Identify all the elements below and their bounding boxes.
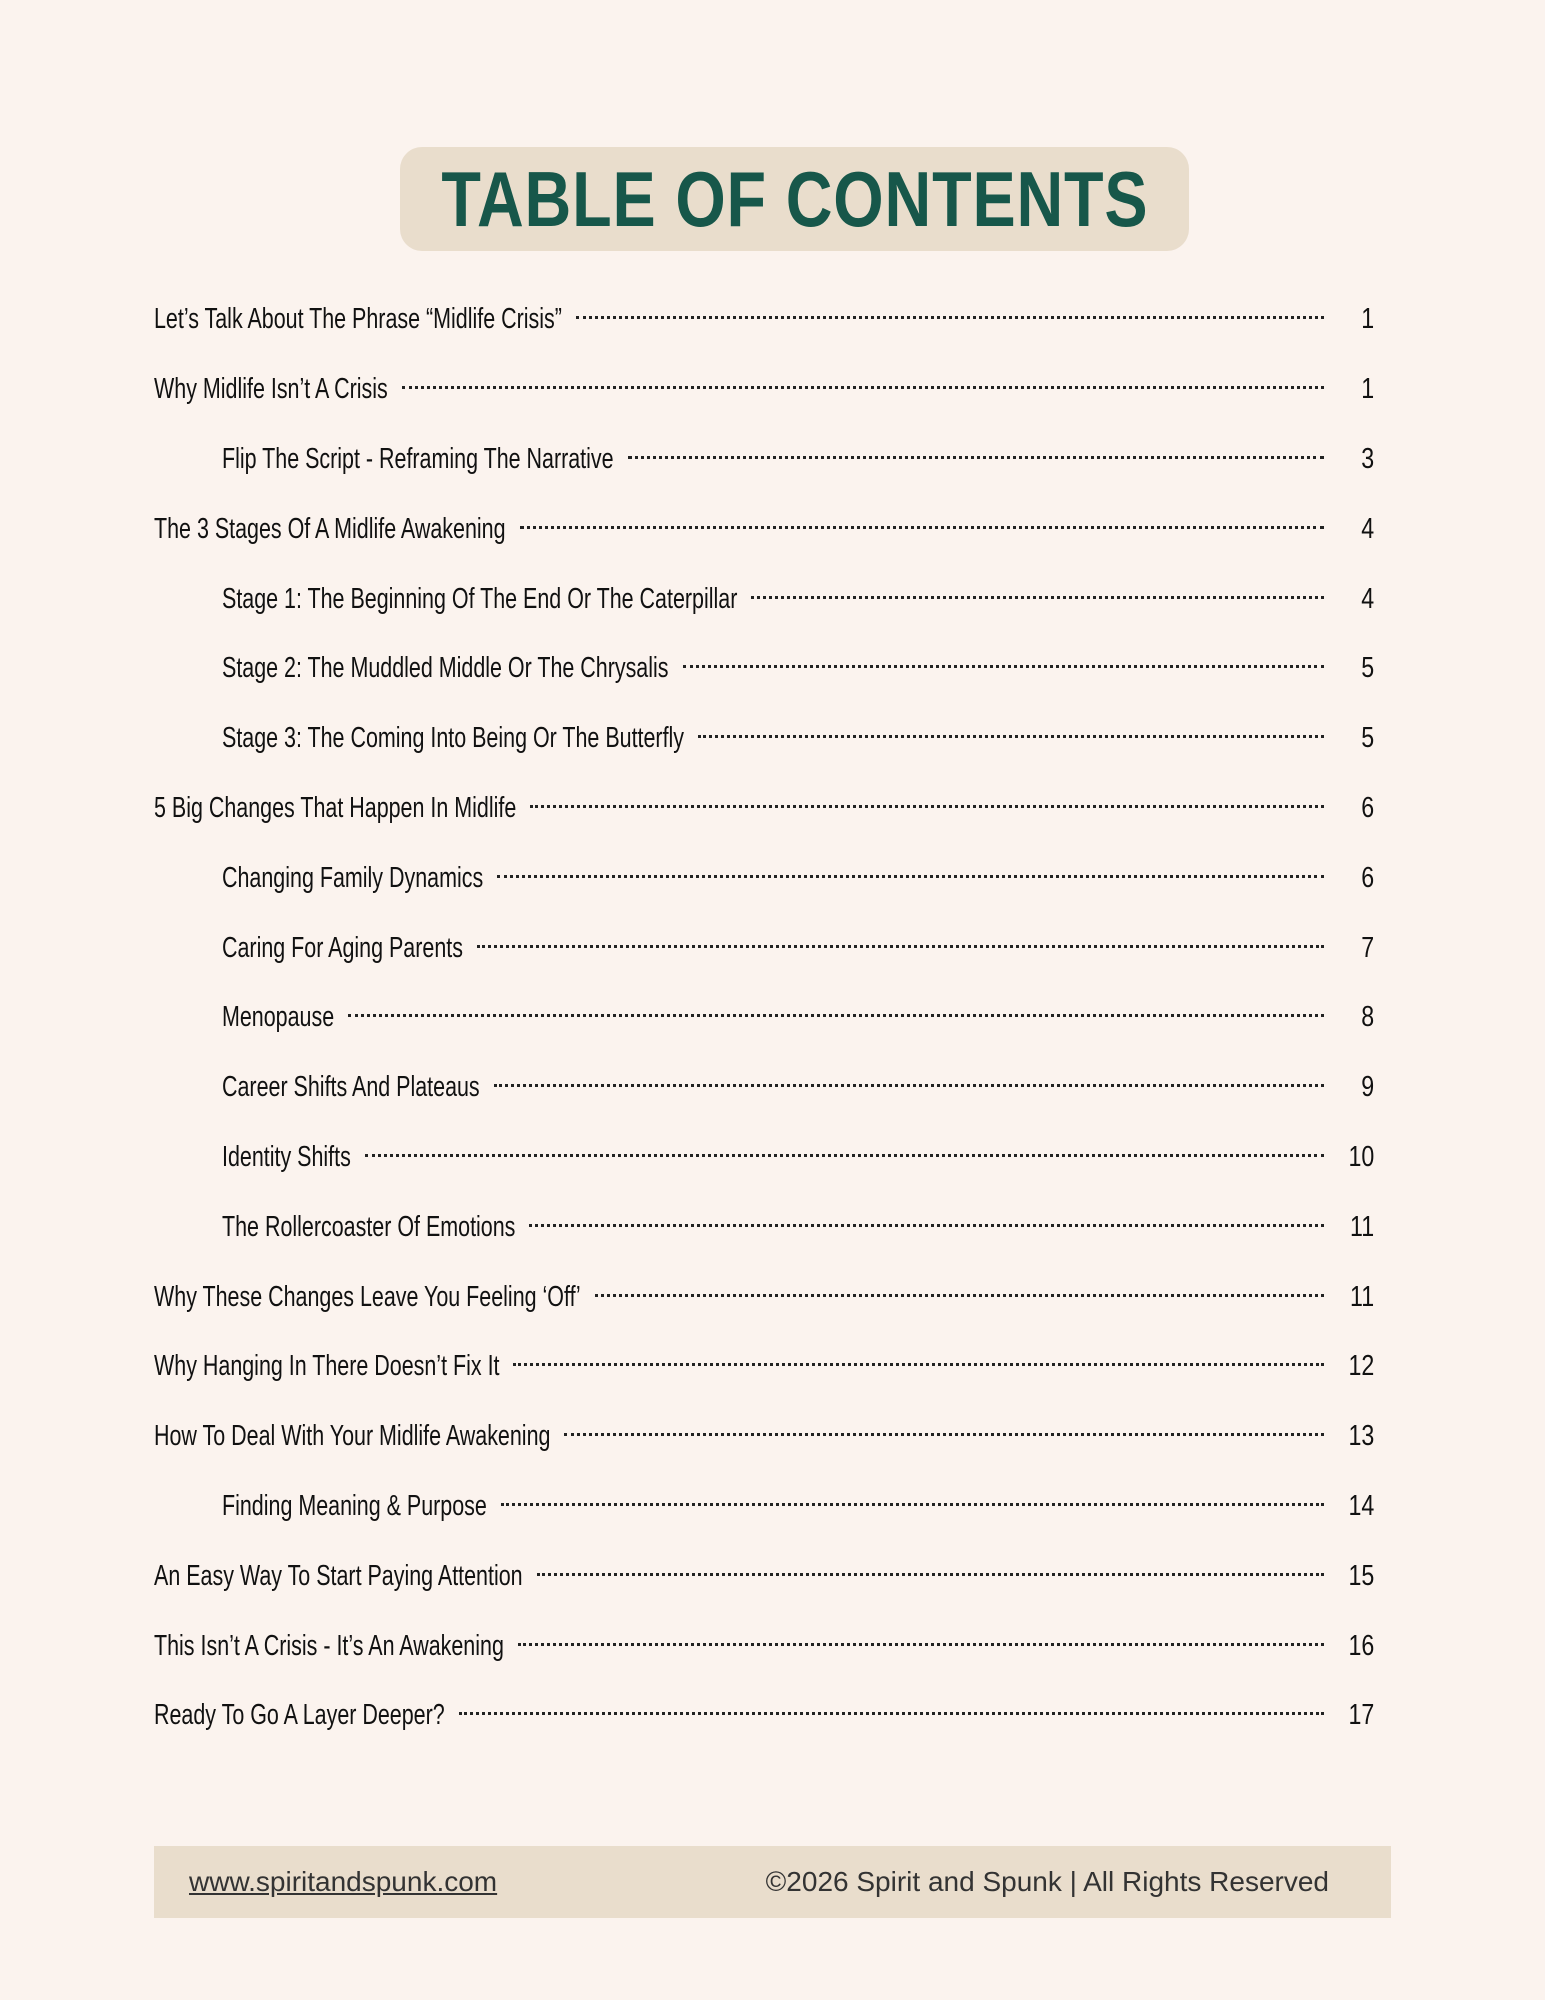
toc-entry-label: Caring For Aging Parents [222,931,463,964]
toc-entry[interactable] [154,634,1374,704]
toc-entry[interactable] [154,983,1374,1053]
toc-entry-page: 6 [1361,861,1374,894]
toc-entry-label-wrap [222,1001,334,1034]
copyright-text: ©2026 Spirit and Spunk | All Rights Reserved [765,1866,1329,1897]
dot-leader [595,1294,1324,1297]
toc-entry-label-wrap [154,1699,445,1732]
title-banner [400,147,1189,251]
toc-entry-label-wrap [222,652,669,685]
toc-entry-label-wrap [154,1630,504,1663]
dot-leader [529,1224,1324,1227]
toc-entry-page: 1 [1361,373,1374,406]
toc-entry-label-wrap [222,1071,480,1104]
toc-entry[interactable] [154,564,1374,634]
toc-entry[interactable] [154,1262,1374,1332]
toc-entry-label-wrap [154,513,506,546]
toc-entry-label-wrap [222,1211,515,1244]
page-title: TABLE OF CONTENTS [440,154,1149,243]
dot-leader [513,1363,1324,1366]
toc-entry-label: Changing Family Dynamics [222,861,484,894]
table-of-contents [154,285,1374,1751]
toc-entry-label: The 3 Stages Of A Midlife Awakening [154,512,506,545]
toc-entry-label: This Isn’t A Crisis - It’s An Awakening [154,1629,504,1662]
toc-entry-label-wrap [154,1350,499,1383]
toc-entry[interactable] [154,1681,1374,1751]
toc-entry-label: Stage 2: The Muddled Middle Or The Chrysalis [222,652,669,685]
toc-entry-label-wrap [154,1281,581,1314]
toc-entry-page: 17 [1348,1699,1374,1732]
dot-leader [497,875,1324,878]
toc-entry[interactable] [154,1541,1374,1611]
toc-entry-label: Menopause [222,1001,335,1034]
toc-entry-label: Stage 3: The Coming Into Being Or The Butterfly [222,722,685,755]
toc-entry[interactable] [154,1053,1374,1123]
dot-leader [564,1433,1324,1436]
toc-entry-page: 11 [1349,1280,1374,1313]
toc-entry-label: How To Deal With Your Midlife Awakening [154,1420,551,1453]
toc-entry-page: 13 [1348,1420,1374,1453]
toc-entry-label: Flip The Script - Reframing The Narrative [222,442,614,475]
toc-entry-label-wrap [222,1490,487,1523]
toc-entry[interactable] [154,494,1374,564]
toc-entry-label: Stage 1: The Beginning Of The End Or The Caterpillar [222,582,738,615]
toc-entry-label: Why Midlife Isn’t A Crisis [154,373,388,406]
dot-leader [520,526,1324,529]
toc-entry-page: 7 [1361,931,1374,964]
toc-entry-page: 5 [1361,722,1374,755]
toc-entry-page: 6 [1361,791,1374,824]
dot-leader [537,1573,1324,1576]
toc-entry-label: 5 Big Changes That Happen In Midlife [154,791,517,824]
toc-entry[interactable] [154,1402,1374,1472]
toc-entry-label: Why Hanging In There Doesn’t Fix It [154,1350,500,1383]
toc-entry[interactable] [154,1192,1374,1262]
dot-leader [477,945,1324,948]
toc-entry-label: Let’s Talk About The Phrase “Midlife Crisis” [154,303,562,336]
toc-entry-label-wrap [222,932,463,965]
dot-leader [530,805,1324,808]
dot-leader [576,316,1324,319]
toc-entry-label-wrap [154,1420,550,1453]
toc-entry[interactable] [154,1332,1374,1402]
toc-entry-page: 10 [1348,1140,1374,1173]
toc-entry[interactable] [154,355,1374,425]
toc-entry[interactable] [154,425,1374,495]
dot-leader [365,1154,1324,1157]
toc-entry[interactable] [154,1472,1374,1542]
dot-leader [683,665,1324,668]
toc-entry-label-wrap [222,1141,351,1174]
dot-leader [501,1503,1324,1506]
toc-entry-label-wrap [154,792,516,825]
toc-entry[interactable] [154,843,1374,913]
toc-entry-label: Why These Changes Leave You Feeling ‘Off’ [154,1280,581,1313]
toc-entry-page: 9 [1361,1071,1374,1104]
dot-leader [698,735,1324,738]
website-link[interactable]: www.spiritandspunk.com [189,1866,498,1897]
dot-leader [459,1712,1324,1715]
dot-leader [348,1014,1324,1017]
toc-entry-page: 3 [1361,442,1374,475]
toc-entry-label: An Easy Way To Start Paying Attention [154,1559,523,1592]
footer [154,1846,1391,1918]
toc-entry-page: 5 [1361,652,1374,685]
toc-entry-page: 8 [1361,1001,1374,1034]
dot-leader [402,386,1324,389]
toc-entry-page: 1 [1361,303,1374,336]
toc-entry-label-wrap [222,443,614,476]
toc-entry-label: Finding Meaning & Purpose [222,1489,487,1522]
toc-entry[interactable] [154,285,1374,355]
toc-entry-page: 15 [1348,1559,1374,1592]
toc-entry-label-wrap [222,862,483,895]
toc-entry[interactable] [154,704,1374,774]
toc-entry[interactable] [154,774,1374,844]
dot-leader [751,596,1324,599]
toc-entry-label: Career Shifts And Plateaus [222,1071,480,1104]
toc-entry[interactable] [154,913,1374,983]
dot-leader [494,1084,1324,1087]
toc-entry-label-wrap [222,722,684,755]
toc-entry-page: 4 [1361,582,1374,615]
toc-entry-label-wrap [154,373,388,406]
toc-entry-page: 12 [1348,1350,1374,1383]
toc-entry-page: 11 [1349,1210,1374,1243]
dot-leader [628,456,1324,459]
toc-entry-label: The Rollercoaster Of Emotions [222,1210,516,1243]
toc-entry-page: 4 [1361,512,1374,545]
toc-entry-label-wrap [154,303,562,336]
toc-entry[interactable] [154,1611,1374,1681]
toc-entry-label: Ready To Go A Layer Deeper? [154,1699,445,1732]
toc-entry-label-wrap [154,1560,523,1593]
toc-entry[interactable] [154,1123,1374,1193]
toc-entry-page: 16 [1348,1629,1374,1662]
toc-entry-label: Identity Shifts [222,1140,351,1173]
dot-leader [518,1643,1324,1646]
toc-entry-page: 14 [1348,1489,1374,1522]
toc-entry-label-wrap [222,583,737,616]
